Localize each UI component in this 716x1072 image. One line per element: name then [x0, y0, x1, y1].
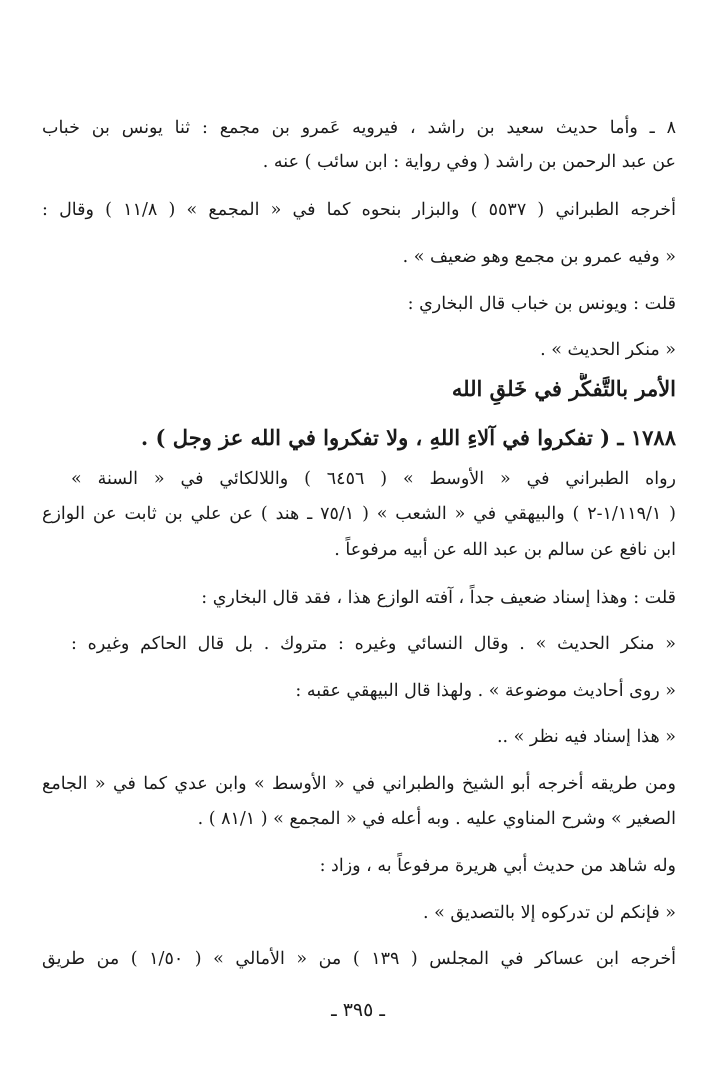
hadith-heading: ١٧٨٨ ـ ( تفكروا في آلاءِ اللهِ ، ولا تفكروا في الله عز وجل ) . [140, 425, 676, 450]
text-line: الصغير » وشرح المناوي عليه . وبه أعله في « المجمع » ( ٨١/١ ) . [197, 809, 676, 829]
quote-line: « فإنكم لن تدركوه إلا بالتصديق » . [423, 903, 676, 923]
text-line: عن عبد الرحمن بن راشد ( وفي رواية : ابن سائب ) عنه . [262, 152, 676, 172]
quote-line: « منكر الحديث » . وقال النسائي وغيره : متروك . بل قال الحاكم وغيره : [71, 634, 676, 654]
text-line: أخرجه ابن عساكر في المجلس ( ١٣٩ ) من « الأمالي » ( ١/٥٠ ) من طريق [42, 949, 676, 969]
quote-line: « وفيه عمرو بن مجمع وهو ضعيف » . [402, 247, 676, 267]
text-line: رواه الطبراني في « الأوسط » ( ٦٤٥٦ ) واللالكائي في « السنة » [71, 469, 676, 489]
text-line: ٨ ـ وأما حديث سعيد بن راشد ، فيرويه عَمرو بن مجمع : ثنا يونس بن خباب [42, 118, 676, 138]
section-heading: الأمر بالتَّفكُّر في خَلقِ الله [451, 376, 676, 401]
text-line: قلت : وهذا إسناد ضعيف جداً ، آفته الوازع هذا ، فقد قال البخاري : [201, 588, 676, 608]
text-line: أخرجه الطبراني ( ٥٥٣٧ ) والبزار بنحوه كما في « المجمع » ( ١١/٨ ) وقال : [42, 200, 676, 220]
text-line: ابن نافع عن سالم بن عبد الله عن أبيه مرفوعاً . [334, 540, 676, 560]
quote-line: « منكر الحديث » . [540, 340, 676, 360]
text-line: قلت : ويونس بن خباب قال البخاري : [407, 294, 676, 314]
quote-line: « هذا إسناد فيه نظر » .. [496, 727, 676, 747]
text-line: ومن طريقه أخرجه أبو الشيخ والطبراني في « الأوسط » وابن عدي كما في « الجامع [42, 774, 676, 794]
text-line: ( ١/١١٩/١-٢ ) والبيهقي في « الشعب » ( ٧٥/١ ـ هند ) عن علي بن ثابت عن الوازع [42, 504, 676, 524]
quote-line: « روى أحاديث موضوعة » . ولهذا قال البيهقي عقبه : [295, 681, 676, 701]
text-line: وله شاهد من حديث أبي هريرة مرفوعاً به ، وزاد : [319, 856, 676, 876]
page-number: ـ ٣٩٥ ـ [331, 999, 385, 1021]
